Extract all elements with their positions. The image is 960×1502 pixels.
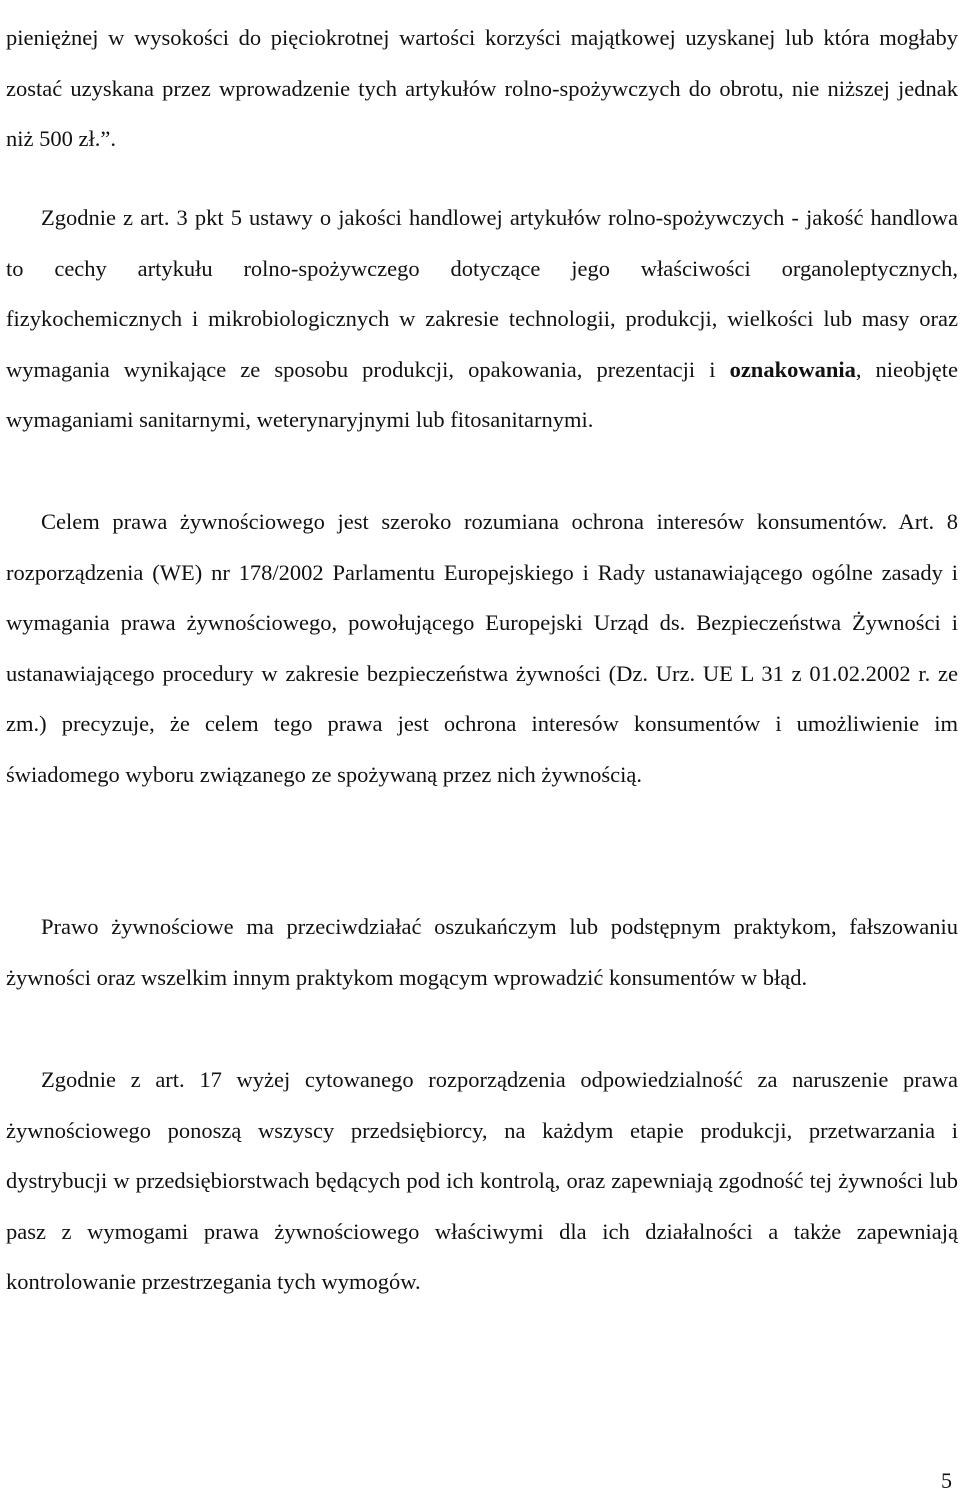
- paragraph-business-responsibility: Zgodnie z art. 17 wyżej cytowanego rozporządzenia odpowiedzialność za naruszenie prawa żywnościowego ponoszą wszyscy przedsiębiorcy, na każdym etapie produkcji, przetwarzania i dystrybucji w przedsiębiorstwach będących pod ich kontrolą, oraz zapewniają zgodność tej żywności lub pasz z wymogami prawa żywnościowego właściwymi dla ich działalności a także zapewniają kontrolowanie przestrzegania tych wymogów.: [6, 1067, 958, 1295]
- paragraph-fraud-prevention: Prawo żywnościowe ma przeciwdziałać oszukańczym lub podstępnym praktykom, fałszowaniu żywności oraz wszelkim innym praktykom mogącym wprowadzić konsumentów w błąd.: [6, 914, 958, 990]
- paragraph-penalty-continuation: pieniężnej w wysokości do pięciokrotnej wartości korzyści majątkowej uzyskanej lub która mogłaby zostać uzyskana przez wprowadzenie tych artykułów rolno-spożywczych do obrotu, nie niższej jednak niż 500 zł.”.: [6, 25, 958, 152]
- page-number: 5: [941, 1468, 952, 1493]
- paragraph-commercial-quality-text-start: Zgodnie z art. 3 pkt 5 ustawy o jakości handlowej artykułów rolno-spożywczych - jakość handlowa to cechy artykułu rolno-spożywczego dotyczące jego właściwości organoleptycznych, fizykochemicznych i mikrobiologicznych w zakresie technologii, produkcji, wielkości lub masy oraz wymagania wynikające ze sposobu produkcji, opakowania, prezentacji i: [6, 205, 958, 382]
- paragraph-food-law-purpose: Celem prawa żywnościowego jest szeroko rozumiana ochrona interesów konsumentów. Art. 8 rozporządzenia (WE) nr 178/2002 Parlamentu Europejskiego i Rady ustanawiającego ogólne zasady i wymagania prawa żywnościowego, powołującego Europejski Urząd ds. Bezpieczeństwa Żywności i ustanawiającego procedury w zakresie bezpieczeństwa żywności (Dz. Urz. UE L 31 z 01.02.2002 r. ze zm.) precyzuje, że celem tego prawa jest ochrona interesów konsumentów i umożliwienie im świadomego wyboru związanego ze spożywaną przez nich żywnością.: [6, 509, 958, 787]
- paragraph-commercial-quality: [6, 193, 958, 446]
- emphasized-term-labeling: oznakowania: [729, 356, 856, 382]
- paragraph-commercial-quality-text-end: , nieobjęte wymaganiami sanitarnymi, weterynaryjnymi lub fitosanitarnymi.: [6, 356, 958, 433]
